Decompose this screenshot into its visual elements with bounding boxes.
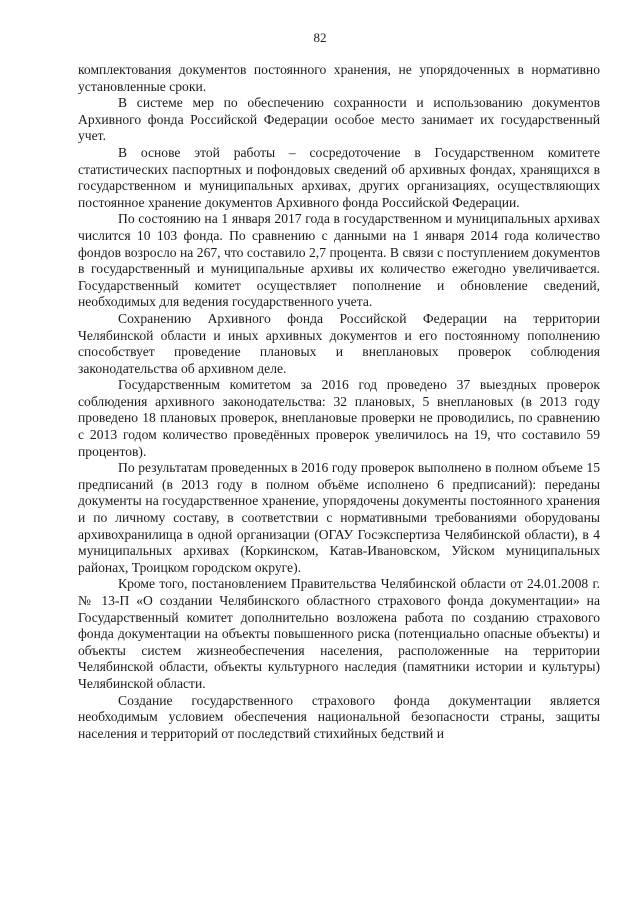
paragraph-7: По результатам проведенных в 2016 году проверок выполнено в полном объеме 15 предписаний (в 2013 году в полном объёме исполнено 6 предписаний): переданы документы на государственное хранение, упорядочены документы постоянного хранения и по личному составу, в соответствии с нормативными требованиями оборудованы архивохранилища в одной организации (ОГАУ Госэкспертиза Челябинской области), в 4 муниципальных архивах (Коркинском, Катав-Ивановском, Уйском муниципальных районах, Троицком городском округе). (78, 460, 600, 575)
paragraph-4: По состоянию на 1 января 2017 года в государственном и муниципальных архивах числится 10 103 фонда. По сравнению с данными на 1 января 2014 года количество фондов возросло на 267, что составило 2,7 процента. В связи с поступлением документов в государственный и муниципальные архивы их количество ежегодно увеличивается. Государственный комитет осуществляет пополнение и обновление сведений, необходимых для ведения государственного учета. (78, 211, 600, 310)
paragraph-9: Создание государственного страхового фонда документации является необходимым условием обеспечения национальной безопасности страны, защиты населения и территорий от последствий стихийных бедствий и (78, 692, 600, 741)
body-text (78, 62, 600, 742)
paragraph-5: Сохранению Архивного фонда Российской Федерации на территории Челябинской области и иных архивных документов и его постоянному пополнению способствует проведение плановых и внеплановых проверок соблюдения законодательства об архивном деле. (78, 310, 600, 376)
paragraph-2: В системе мер по обеспечению сохранности и использованию документов Архивного фонда Российской Федерации особое место занимает их государственный учет. (78, 95, 600, 144)
paragraph-8: Кроме того, постановлением Правительства Челябинской области от 24.01.2008 г. № 13-П «О создании Челябинского областного страхового фонда документации» на Государственный комитет дополнительно возложена работа по созданию страхового фонда документации на объекты повышенного риска (потенциально опасные объекты) и объекты систем жизнеобеспечения населения, расположенные на территории Челябинской области, объекты культурного наследия (памятники истории и культуры) Челябинской области. (78, 576, 600, 691)
paragraph-6: Государственным комитетом за 2016 год проведено 37 выездных проверок соблюдения архивного законодательства: 32 плановых, 5 внеплановых (в 2013 году проведено 18 плановых проверок, внеплановые проверки не проводились, по сравнению с 2013 годом количество проведённых проверок увеличилось на 19, что составило 59 процентов). (78, 377, 600, 459)
page-number: 82 (313, 30, 327, 45)
paragraph-3: В основе этой работы – сосредоточение в Государственном комитете статистических паспортных и пофондовых сведений об архивных фондах, хранящихся в государственном и муниципальных архивах, других организациях, осуществляющих постоянное хранение документов Архивного фонда Российской Федерации. (78, 144, 600, 210)
paragraph-1: комплектования документов постоянного хранения, не упорядоченных в нормативно установленные сроки. (78, 62, 600, 94)
